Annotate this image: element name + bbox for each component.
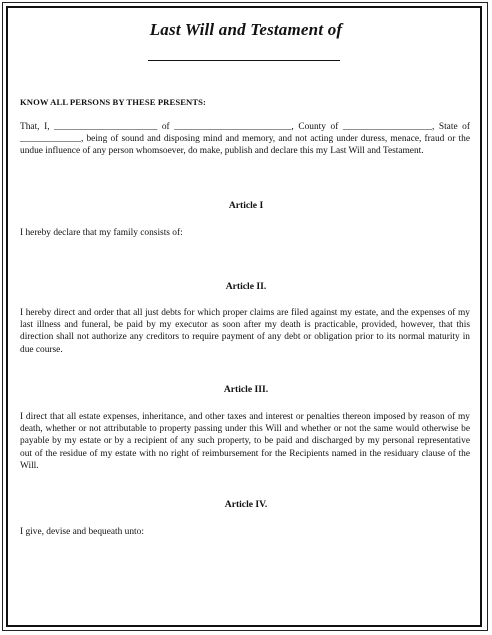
article-2-heading: Article II. (225, 281, 267, 292)
document-title: Last Will and Testament of (149, 20, 343, 39)
article-2-text: I hereby direct and order that all just debts for which proper claims are filed against my estate, and the expenses of my last illness and funeral, be paid by my executor as soon after my death is practicable, provided, however, that this direction shall not authorize any creditors to require payment of any debt or obligation prior to its normal maturity in due course. (20, 308, 470, 355)
article-3-heading: Article III. (223, 384, 269, 395)
article-3-text: I direct that all estate expenses, inheritance, and other taxes and interest or penalties thereon imposed by reason of my death, whether or not attributable to property passing under this Will and whether or not the same would otherwise be payable by my estate or by a recipient of any such property, to be paid and discharged by my personal representative out of the residue of my estate with no right of reimbursement for the Recipients named in the residuary clause of the Will. (20, 412, 470, 471)
intro-heading: KNOW ALL PERSONS BY THESE PRESENTS: (20, 97, 207, 107)
article-1-heading: Article I (228, 200, 264, 211)
intro-paragraph: That, I, ______________________ of _________________________, County of ___________________, State of _____________, being of sound and disposing mind and memory, and not acting under duress, menace, fraud or the undue influence of any person whomsoever, do make, publish and declare this my Last Will and Testament. (20, 122, 470, 157)
testator-name-blank-line (148, 60, 340, 61)
article-1-text: I hereby declare that my family consists of: (20, 228, 183, 238)
article-4-heading: Article IV. (224, 499, 268, 510)
article-4-text: I give, devise and bequeath unto: (20, 527, 144, 537)
